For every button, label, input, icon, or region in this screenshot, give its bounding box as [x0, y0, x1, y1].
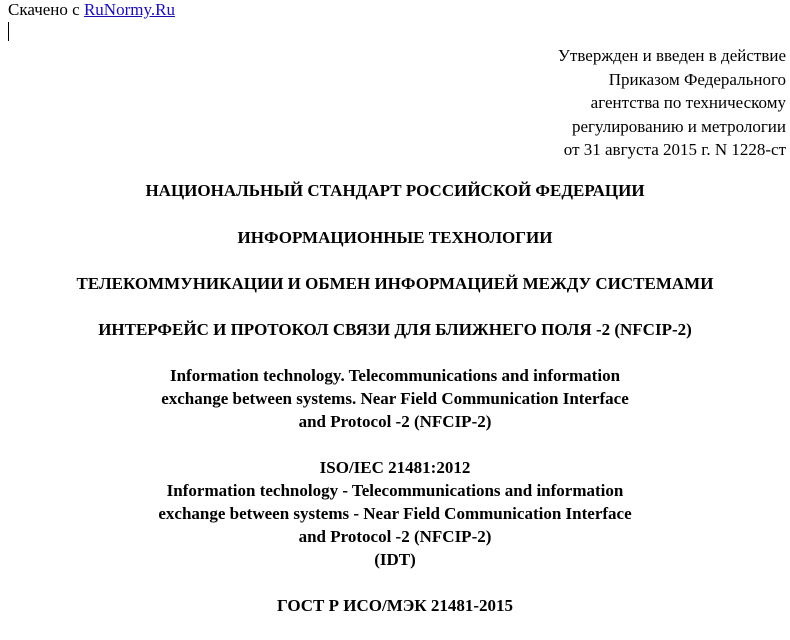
english-title-line: exchange between systems. Near Field Communication Interface: [161, 389, 629, 408]
iso-number: ISO/IEC 21481:2012: [319, 458, 471, 477]
english-title-line: and Protocol -2 (NFCIP-2): [298, 412, 492, 431]
approval-line: регулированию и метрологии: [571, 116, 786, 136]
approval-block: [558, 44, 786, 162]
iso-title-line: Information technology - Telecommunications and information: [166, 481, 624, 500]
approval-line: Утвержден и введен в действие: [557, 46, 786, 65]
iso-title-line: and Protocol -2 (NFCIP-2): [298, 527, 492, 546]
source-prefix: Скачено с: [8, 0, 84, 19]
approval-line: Приказом Федерального: [608, 69, 786, 89]
approval-line: агентства по техническому: [590, 93, 786, 113]
interface-heading: ИНТЕРФЕЙС И ПРОТОКОЛ СВЯЗИ ДЛЯ БЛИЖНЕГО ПОЛЯ -2 (NFCIP-2): [98, 320, 692, 339]
source-line: [8, 0, 175, 20]
gost-designation: ГОСТ Р ИСО/МЭК 21481-2015: [276, 596, 514, 615]
iso-block: [0, 456, 790, 571]
iso-title-line: exchange between systems - Near Field Communication Interface: [158, 504, 632, 523]
approval-line: от 31 августа 2015 г. N 1228-ст: [563, 140, 786, 160]
text-cursor: [8, 22, 9, 41]
english-title: [0, 364, 790, 433]
it-heading: ИНФОРМАЦИОННЫЕ ТЕХНОЛОГИИ: [237, 228, 553, 247]
iso-equivalence: (IDT): [374, 550, 416, 569]
source-link[interactable]: RuNormy.Ru: [83, 0, 175, 19]
national-standard-heading: НАЦИОНАЛЬНЫЙ СТАНДАРТ РОССИЙСКОЙ ФЕДЕРАЦИИ: [145, 181, 645, 200]
english-title-line: Information technology. Telecommunications and information: [169, 366, 621, 385]
telecom-heading: ТЕЛЕКОММУНИКАЦИИ И ОБМЕН ИНФОРМАЦИЕЙ МЕЖДУ СИСТЕМАМИ: [76, 274, 714, 293]
